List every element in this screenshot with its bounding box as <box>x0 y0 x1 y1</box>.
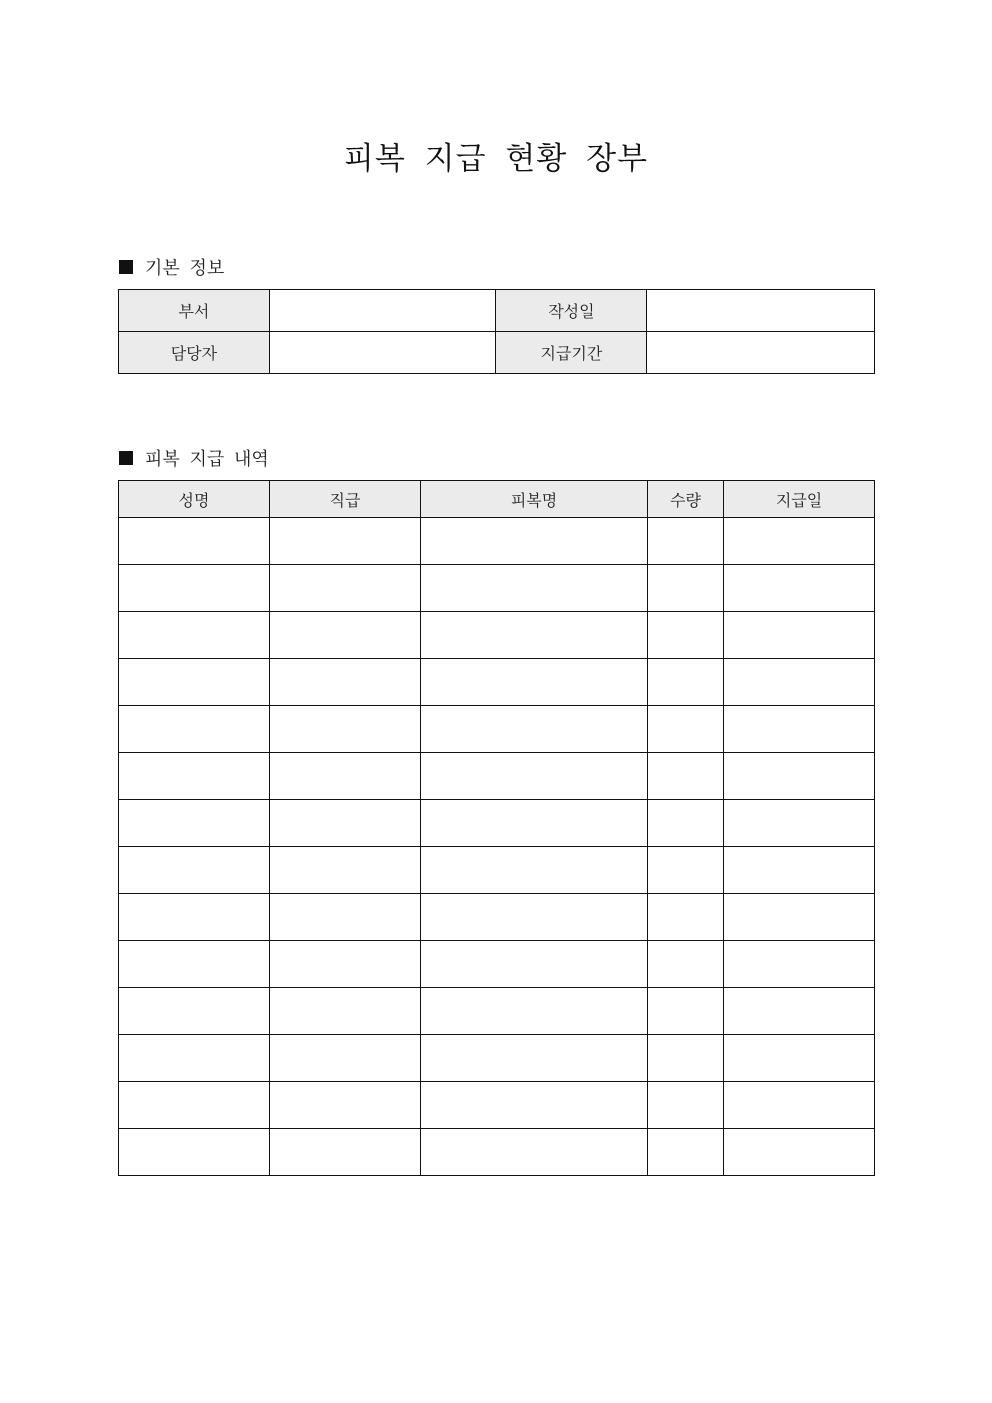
date-written-label: 작성일 <box>496 290 647 332</box>
issue-list-table <box>118 480 875 1176</box>
rank-cell[interactable] <box>270 1082 421 1129</box>
column-header-name: 성명 <box>119 481 270 518</box>
issue-date-cell[interactable] <box>724 659 875 706</box>
issue-date-cell[interactable] <box>724 941 875 988</box>
table-row <box>119 847 875 894</box>
name-cell[interactable] <box>119 988 270 1035</box>
rank-cell[interactable] <box>270 988 421 1035</box>
section-heading-issue-list <box>119 445 269 471</box>
name-cell[interactable] <box>119 518 270 565</box>
rank-cell[interactable] <box>270 800 421 847</box>
table-header-row <box>119 481 875 518</box>
info-row <box>119 290 875 332</box>
quantity-cell[interactable] <box>648 518 724 565</box>
issue-date-cell[interactable] <box>724 988 875 1035</box>
table-row <box>119 612 875 659</box>
table-row <box>119 941 875 988</box>
item-cell[interactable] <box>421 706 648 753</box>
quantity-cell[interactable] <box>648 1129 724 1176</box>
table-row <box>119 1035 875 1082</box>
rank-cell[interactable] <box>270 612 421 659</box>
item-cell[interactable] <box>421 941 648 988</box>
name-cell[interactable] <box>119 941 270 988</box>
table-row <box>119 800 875 847</box>
rank-cell[interactable] <box>270 847 421 894</box>
name-cell[interactable] <box>119 612 270 659</box>
issue-date-cell[interactable] <box>724 1035 875 1082</box>
quantity-cell[interactable] <box>648 659 724 706</box>
rank-cell[interactable] <box>270 518 421 565</box>
issue-period-label: 지급기간 <box>496 332 647 374</box>
quantity-cell[interactable] <box>648 753 724 800</box>
issue-date-cell[interactable] <box>724 612 875 659</box>
issue-date-cell[interactable] <box>724 1129 875 1176</box>
square-bullet-icon <box>119 260 133 274</box>
table-row <box>119 518 875 565</box>
info-row <box>119 332 875 374</box>
manager-label: 담당자 <box>119 332 270 374</box>
section-heading-label: 기본 정보 <box>145 258 225 279</box>
quantity-cell[interactable] <box>648 612 724 659</box>
quantity-cell[interactable] <box>648 988 724 1035</box>
table-row <box>119 565 875 612</box>
manager-field[interactable] <box>269 332 496 374</box>
issue-date-cell[interactable] <box>724 706 875 753</box>
item-cell[interactable] <box>421 988 648 1035</box>
item-cell[interactable] <box>421 612 648 659</box>
item-cell[interactable] <box>421 1035 648 1082</box>
rank-cell[interactable] <box>270 1129 421 1176</box>
quantity-cell[interactable] <box>648 941 724 988</box>
item-cell[interactable] <box>421 659 648 706</box>
name-cell[interactable] <box>119 565 270 612</box>
quantity-cell[interactable] <box>648 894 724 941</box>
quantity-cell[interactable] <box>648 847 724 894</box>
table-row <box>119 706 875 753</box>
quantity-cell[interactable] <box>648 565 724 612</box>
section-heading-label: 피복 지급 내역 <box>145 449 269 470</box>
item-cell[interactable] <box>421 1129 648 1176</box>
issue-date-cell[interactable] <box>724 565 875 612</box>
table-row <box>119 659 875 706</box>
item-cell[interactable] <box>421 753 648 800</box>
name-cell[interactable] <box>119 1035 270 1082</box>
department-label: 부서 <box>119 290 270 332</box>
column-header-rank: 직급 <box>270 481 421 518</box>
table-row <box>119 1129 875 1176</box>
quantity-cell[interactable] <box>648 800 724 847</box>
table-row <box>119 1082 875 1129</box>
issue-date-cell[interactable] <box>724 847 875 894</box>
section-heading-basic-info <box>119 254 224 280</box>
name-cell[interactable] <box>119 706 270 753</box>
quantity-cell[interactable] <box>648 1035 724 1082</box>
item-cell[interactable] <box>421 565 648 612</box>
issue-date-cell[interactable] <box>724 518 875 565</box>
issue-date-cell[interactable] <box>724 753 875 800</box>
issue-date-cell[interactable] <box>724 1082 875 1129</box>
item-cell[interactable] <box>421 1082 648 1129</box>
name-cell[interactable] <box>119 753 270 800</box>
square-bullet-icon <box>119 451 133 465</box>
column-header-item: 피복명 <box>421 481 648 518</box>
name-cell[interactable] <box>119 1082 270 1129</box>
column-header-quantity: 수량 <box>648 481 724 518</box>
rank-cell[interactable] <box>270 565 421 612</box>
issue-date-cell[interactable] <box>724 894 875 941</box>
name-cell[interactable] <box>119 847 270 894</box>
document-title: 피복 지급 현황 장부 <box>343 141 649 177</box>
item-cell[interactable] <box>421 518 648 565</box>
column-header-issue-date: 지급일 <box>724 481 875 518</box>
name-cell[interactable] <box>119 1129 270 1176</box>
table-row <box>119 894 875 941</box>
table-row <box>119 988 875 1035</box>
department-field[interactable] <box>269 290 496 332</box>
rank-cell[interactable] <box>270 706 421 753</box>
rank-cell[interactable] <box>270 753 421 800</box>
item-cell[interactable] <box>421 800 648 847</box>
issue-period-field[interactable] <box>647 332 875 374</box>
item-cell[interactable] <box>421 847 648 894</box>
name-cell[interactable] <box>119 659 270 706</box>
name-cell[interactable] <box>119 800 270 847</box>
rank-cell[interactable] <box>270 1035 421 1082</box>
quantity-cell[interactable] <box>648 1082 724 1129</box>
basic-info-table <box>118 289 875 374</box>
issue-date-cell[interactable] <box>724 800 875 847</box>
table-row <box>119 753 875 800</box>
rank-cell[interactable] <box>270 894 421 941</box>
rank-cell[interactable] <box>270 941 421 988</box>
quantity-cell[interactable] <box>648 706 724 753</box>
name-cell[interactable] <box>119 894 270 941</box>
rank-cell[interactable] <box>270 659 421 706</box>
date-written-field[interactable] <box>647 290 875 332</box>
item-cell[interactable] <box>421 894 648 941</box>
